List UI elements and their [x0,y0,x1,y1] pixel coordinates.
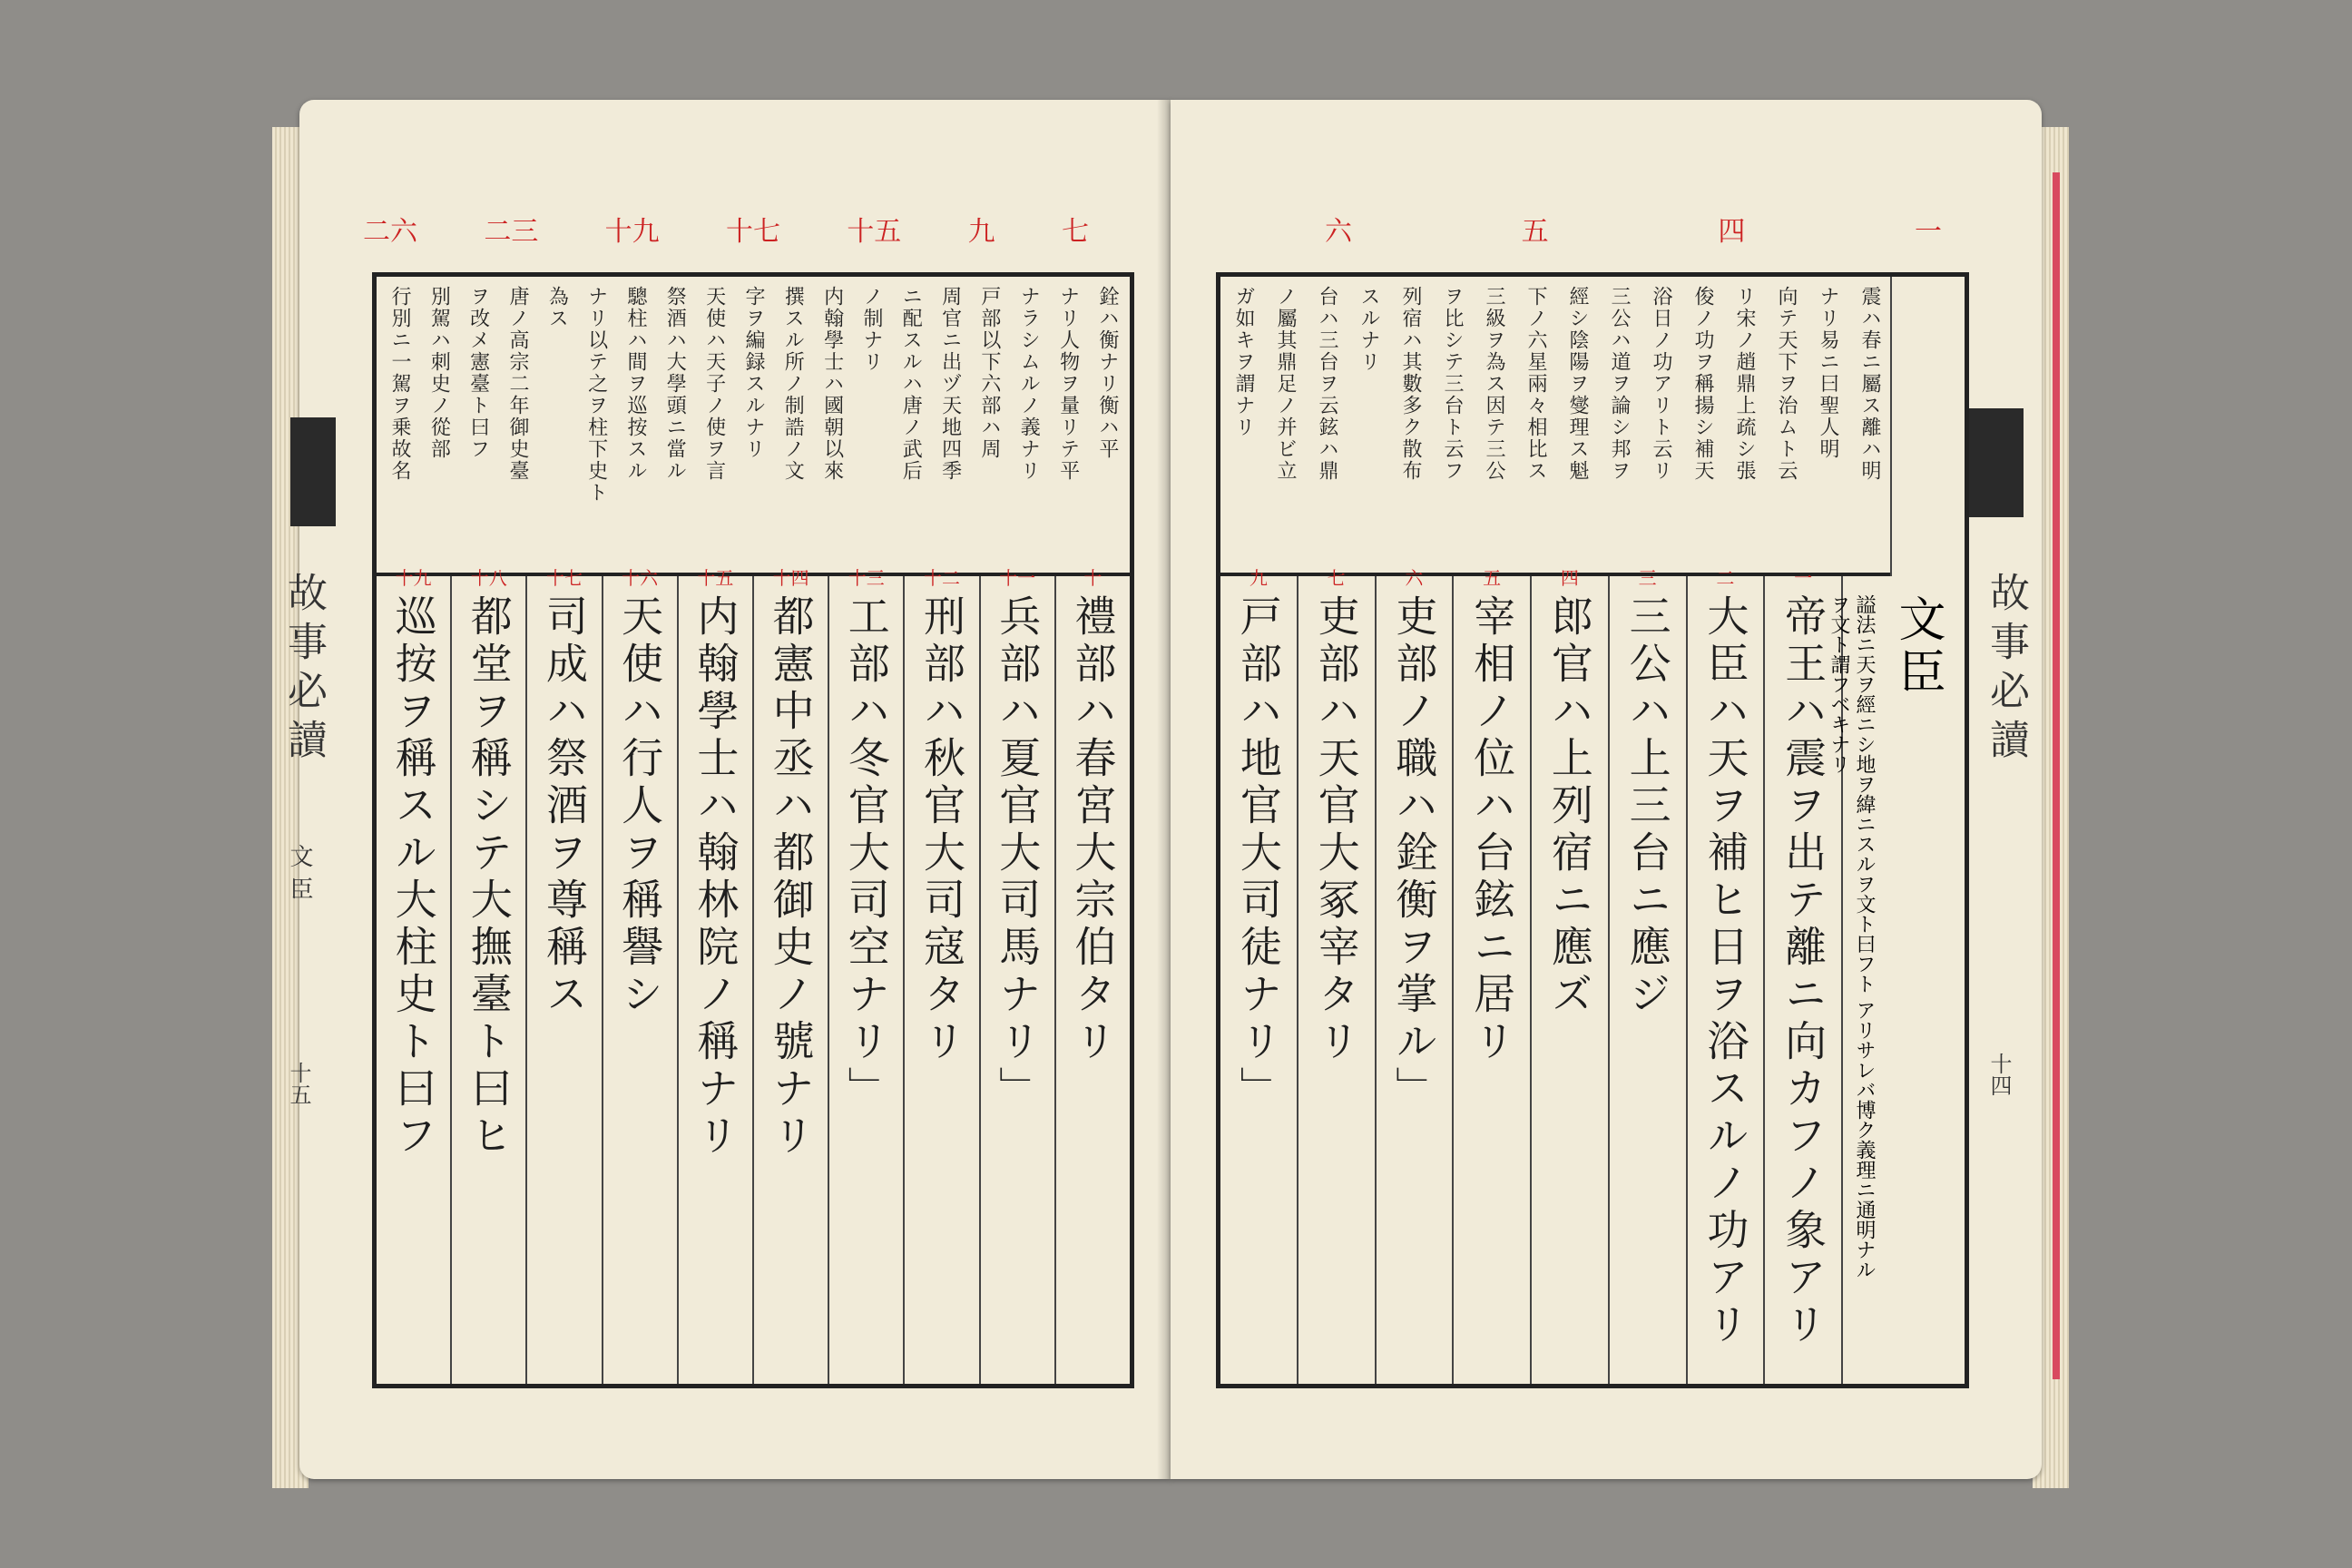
entry-column [903,567,978,1384]
headnote-line: 向テ天下ヲ治ムト云 [1775,286,1798,482]
left-dark-band [290,417,336,526]
entry-column [525,567,601,1384]
entry-number: 十 [1083,567,1102,589]
entry-text: 帝王ハ震ヲ出テ離ニ向カフノ象アリ [1779,594,1828,1349]
entry-column [602,567,677,1384]
headnote-line: 震ハ春ニ屬ス離ハ明 [1858,286,1881,482]
red-number: 一 [1914,216,1942,248]
headnote-line: 下ノ六星兩々相比ス [1524,286,1547,482]
entry-column [1686,567,1764,1384]
headnote-line: 別駕ハ刺史ノ從部 [427,286,451,460]
headnote-line: 内翰學士ハ國朝以來 [820,286,844,482]
headnote-line: ガ如キヲ謂ナリ [1232,286,1255,438]
entry-number: 十二 [923,567,960,589]
section-title: 文臣 [1890,594,1945,700]
right-text-frame [1216,272,1969,1388]
right-red-numbers [1325,209,1942,249]
red-number: 十九 [604,216,660,248]
headnote-line: 三級ヲ為ス因テ三公 [1483,286,1505,482]
entry-number: 十五 [697,567,734,589]
right-dark-band [1969,408,2024,517]
entry-column [1530,567,1608,1384]
headnote-line: 銓ハ衡ナリ衡ハ平 [1095,286,1119,460]
headnote-line: ナリ以テ之ヲ柱下史ト [584,286,608,504]
left-headnotes [377,277,1130,576]
red-number: 七 [1061,216,1089,248]
entry-text: 都堂ヲ稱シテ大撫臺ト曰ヒ [464,594,514,1161]
headnote-line: 浴日ノ功アリト云リ [1650,286,1672,482]
entry-number: 九 [1249,567,1268,589]
entry-column [828,567,903,1384]
left-side-section: 文臣 [286,844,313,909]
headnote-line: 周官ニ出ヅ天地四季 [938,286,962,482]
entry-column [1763,567,1841,1384]
entry-text: 都憲中丞ハ都御史ノ號ナリ [766,594,816,1161]
headnote-line: ヲ比シテ三台ト云フ [1441,286,1464,482]
entry-column [377,567,450,1384]
left-red-numbers [363,209,1089,249]
entry-number: 十六 [622,567,659,589]
entry-number: 二 [1716,567,1735,589]
entry-column [1220,567,1297,1384]
right-page-number: 十四 [1986,1053,2012,1096]
headnote-line: 天使ハ天子ノ使ヲ言 [702,286,726,482]
entry-number: 十八 [470,567,507,589]
red-number: 二六 [363,216,417,248]
entry-number: 五 [1483,567,1502,589]
entry-column [752,567,828,1384]
entry-number: 十三 [848,567,885,589]
entry-column [1054,567,1130,1384]
left-main-columns [377,567,1130,1384]
headnote-line: スルナリ [1357,286,1380,373]
left-side-title: 故事必讀 [280,572,327,768]
headnote-line: 戸部以下六部ハ周 [977,286,1001,460]
entry-text: 内翰學士ハ翰林院ノ稱ナリ [691,594,740,1161]
headnote-line: リ宋ノ趙鼎上疏シ張 [1733,286,1756,482]
entry-column [1375,567,1453,1384]
open-book [272,100,2087,1497]
entry-text: 郎官ハ上列宿ニ應ズ [1544,594,1594,1019]
left-page-number: 十五 [286,1062,311,1105]
entry-text: 戸部ハ地官大司徒ナリ」 [1233,594,1283,1113]
entry-column [450,567,525,1384]
entry-number: 七 [1327,567,1346,589]
headnote-line: ヲ改メ憲臺ト曰フ [466,286,490,460]
entry-column [1608,567,1686,1384]
headnote-line: 行別ニ一駕ヲ乗故名 [388,286,411,482]
headnote-line: ノ制ナリ [859,286,883,373]
red-number: 六 [1325,216,1352,248]
entry-text: 兵部ハ夏官大司馬ナリ」 [993,594,1043,1113]
red-number: 五 [1521,216,1549,248]
headnote-line: 驄柱ハ間ヲ巡按スル [623,286,647,482]
red-number: 二三 [484,216,539,248]
headnote-line: 台ハ三台ヲ云鉉ハ鼎 [1316,286,1338,482]
red-number: 九 [967,216,995,248]
right-page [1171,100,2042,1479]
entry-text: 天使ハ行人ヲ稱譽シ [615,594,665,1019]
entry-number: 十一 [999,567,1036,589]
headnote-line: 列宿ハ其數多ク散布 [1399,286,1422,482]
headnote-line: 俊ノ功ヲ稱揚シ補天 [1691,286,1714,482]
headnote-line: ニ配スルハ唐ノ武后 [899,286,923,482]
left-text-frame [372,272,1134,1388]
entry-column [677,567,752,1384]
entry-text: 吏部ノ職ハ銓衡ヲ掌ル」 [1389,594,1439,1113]
right-headnote-blank [1890,277,1965,576]
entry-text: 宰相ノ位ハ台鉉ニ居リ [1467,594,1517,1066]
section-note: 謚法ニ天ヲ經ニシ地ヲ緯ニスルヲ文ト曰フト アリサレバ博ク義理ニ通明ナルヲ文ト謂フベキナリ [1828,594,1876,1279]
headnote-line: 字ヲ編録スルナリ [741,286,765,460]
red-number: 十七 [725,216,780,248]
headnote-line: 為ス [545,286,569,329]
entry-text: 巡按ヲ稱スル大柱史ト曰フ [388,594,438,1161]
entry-column [1297,567,1375,1384]
right-side-title: 故事必讀 [1983,572,2029,768]
headnote-line: 經シ陰陽ヲ燮理ス魁 [1566,286,1589,482]
entry-number: 三 [1638,567,1657,589]
entry-text: 三公ハ上三台ニ應ジ [1622,594,1672,1019]
headnote-line: ノ屬其鼎足ノ并ビ立 [1274,286,1297,482]
entry-text: 吏部ハ天官大冢宰タリ [1311,594,1361,1066]
entry-text: 刑部ハ秋官大司寇タリ [916,594,966,1066]
red-number: 四 [1718,216,1746,248]
headnote-line: 三公ハ道ヲ論シ邦ヲ [1608,286,1631,482]
entry-column [979,567,1054,1384]
headnote-line: ナラシムルノ義ナリ [1017,286,1041,482]
entry-text: 工部ハ冬官大司空ナリ」 [841,594,891,1113]
headnote-line: 祭酒ハ大學頭ニ當ル [663,286,687,482]
entry-number: 十四 [772,567,809,589]
entry-number: 十七 [545,567,583,589]
left-page [280,100,1171,1479]
red-number: 十五 [847,216,902,248]
entry-number: 六 [1405,567,1424,589]
entry-number: 十九 [395,567,432,589]
headnote-line: 撰スル所ノ制誥ノ文 [781,286,805,482]
section-header-column [1828,576,1965,1384]
headnote-line: 唐ノ高宗二年御史臺 [505,286,529,482]
headnote-line: ナリ易ニ曰聖人明 [1817,286,1839,460]
entry-column [1452,567,1530,1384]
book-red-edge [2053,172,2060,1379]
entry-number: 四 [1560,567,1579,589]
entry-text: 禮部ハ春宮大宗伯タリ [1068,594,1118,1066]
headnote-line: ナリ人物ヲ量リテ平 [1056,286,1080,482]
right-headnotes [1220,277,1892,576]
right-main-columns [1220,567,1965,1384]
entry-number: 一 [1794,567,1813,589]
entry-text: 司成ハ祭酒ヲ尊稱ス [539,594,589,1019]
entry-text: 大臣ハ天ヲ補ヒ日ヲ浴スルノ功アリ [1700,594,1750,1349]
